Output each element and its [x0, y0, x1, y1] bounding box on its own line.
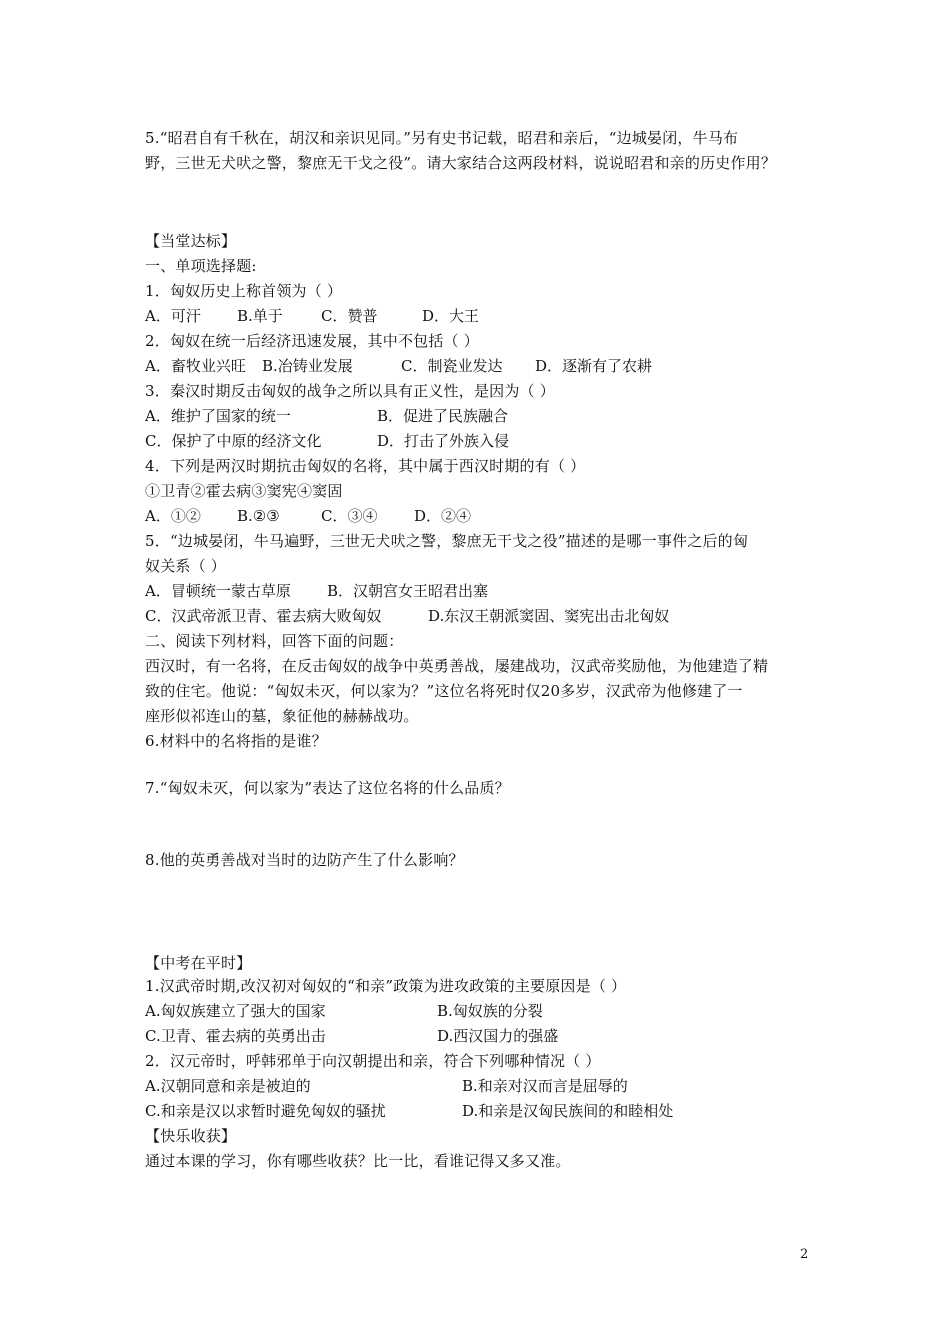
q4-option-c: C．③④ — [321, 507, 378, 525]
q4-option-a: A．①② — [145, 507, 201, 525]
page-number: 2 — [800, 1247, 809, 1262]
q4-option-b: B.②③ — [237, 507, 280, 525]
zk-q2-option-d: D.和亲是汉匈民族间的和睦相处 — [462, 1102, 674, 1120]
q1-option-b: B.单于 — [237, 307, 283, 325]
q4-items: ①卫青②霍去病③窦宪④窦固 — [145, 482, 343, 500]
q2-option-c: C．制瓷业发达 — [401, 357, 503, 375]
q6: 6.材料中的名将指的是谁？ — [145, 732, 327, 750]
zk-q1-stem: 1.汉武帝时期,改汉初对匈奴的“和亲”政策为进攻政策的主要原因是（ ） — [145, 977, 627, 995]
q5-option-b: B．汉朝宫女王昭君出塞 — [327, 582, 489, 600]
kuaile-text: 通过本课的学习，你有哪些收获？比一比，看谁记得又多又准。 — [145, 1152, 571, 1170]
material-line-3: 座形似祁连山的墓，象征他的赫赫战功。 — [145, 707, 419, 725]
section-heading-dangtang: 【当堂达标】 — [145, 232, 237, 250]
q2-stem: 2．匈奴在统一后经济迅速发展，其中不包括（ ） — [145, 332, 479, 350]
zk-q1-option-c: C.卫青、霍去病的英勇出击 — [145, 1027, 326, 1045]
section-heading-kuaile: 【快乐收获】 — [145, 1127, 237, 1145]
zk-q2-option-a: A.汉朝同意和亲是被迫的 — [145, 1077, 311, 1095]
zk-q1-option-d: D.西汉国力的强盛 — [437, 1027, 559, 1045]
q5-line-2: 野，三世无犬吠之警，黎庶无干戈之役”。请大家结合这两段材料，说说昭君和亲的历史作用？ — [145, 154, 777, 172]
q5-option-d: D.东汉王朝派窦固、窦宪出击北匈奴 — [428, 607, 670, 625]
q3-option-b: B．促进了民族融合 — [377, 407, 509, 425]
q3-option-c: C．保护了中原的经济文化 — [145, 432, 322, 450]
q8: 8.他的英勇善战对当时的边防产生了什么影响？ — [145, 851, 464, 869]
q7: 7.“匈奴未灭，何以家为”表达了这位名将的什么品质？ — [145, 779, 510, 797]
material-line-1: 西汉时，有一名将，在反击匈奴的战争中英勇善战，屡建战功，汉武帝奖励他，为他建造了精 — [145, 657, 769, 675]
q1-option-a: A．可汗 — [145, 307, 201, 325]
q5-stem-line-1: 5．“边城晏闭，牛马遍野，三世无犬吠之警，黎庶无干戈之役”描述的是哪一事件之后的匈 — [145, 532, 749, 550]
q3-option-d: D．打击了外族入侵 — [377, 432, 510, 450]
zk-q2-option-b: B.和亲对汉而言是屈辱的 — [462, 1077, 628, 1095]
q4-option-d: D．②④ — [414, 507, 472, 525]
q5-option-a: A．冒顿统一蒙古草原 — [145, 582, 291, 600]
q4-stem: 4．下列是两汉时期抗击匈奴的名将，其中属于西汉时期的有（ ） — [145, 457, 586, 475]
q5-line-1: 5.“昭君自有千秋在，胡汉和亲识见同。”另有史书记载，昭君和亲后，“边城晏闭，牛马布 — [145, 129, 739, 147]
zk-q1-option-a: A.匈奴族建立了强大的国家 — [145, 1002, 326, 1020]
q2-option-a: A．畜牧业兴旺 — [145, 357, 246, 375]
part1-title: 一、单项选择题: — [145, 257, 257, 275]
q1-option-c: C．赞普 — [321, 307, 378, 325]
zk-q2-option-c: C.和亲是汉以求暂时避免匈奴的骚扰 — [145, 1102, 386, 1120]
part2-title: 二、阅读下列材料，回答下面的问题： — [145, 632, 404, 650]
material-line-2: 致的住宅。他说：“匈奴未灭，何以家为？”这位名将死时仅20多岁，汉武帝为他修建了一 — [145, 682, 743, 700]
q5-stem-line-2: 奴关系（ ） — [145, 557, 226, 575]
zk-q2-stem: 2．汉元帝时，呼韩邪单于向汉朝提出和亲，符合下列哪种情况（ ） — [145, 1052, 601, 1070]
section-heading-zhongkao: 【中考在平时】 — [145, 954, 252, 972]
q1-stem: 1．匈奴历史上称首领为（ ） — [145, 282, 343, 300]
q2-option-b: B.冶铸业发展 — [262, 357, 353, 375]
q5-option-c: C．汉武帝派卫青、霍去病大败匈奴 — [145, 607, 382, 625]
q3-option-a: A．维护了国家的统一 — [145, 407, 291, 425]
q1-option-d: D．大王 — [422, 307, 480, 325]
zk-q1-option-b: B.匈奴族的分裂 — [437, 1002, 543, 1020]
q2-option-d: D．逐渐有了农耕 — [535, 357, 653, 375]
q3-stem: 3．秦汉时期反击匈奴的战争之所以具有正义性，是因为（ ） — [145, 382, 555, 400]
